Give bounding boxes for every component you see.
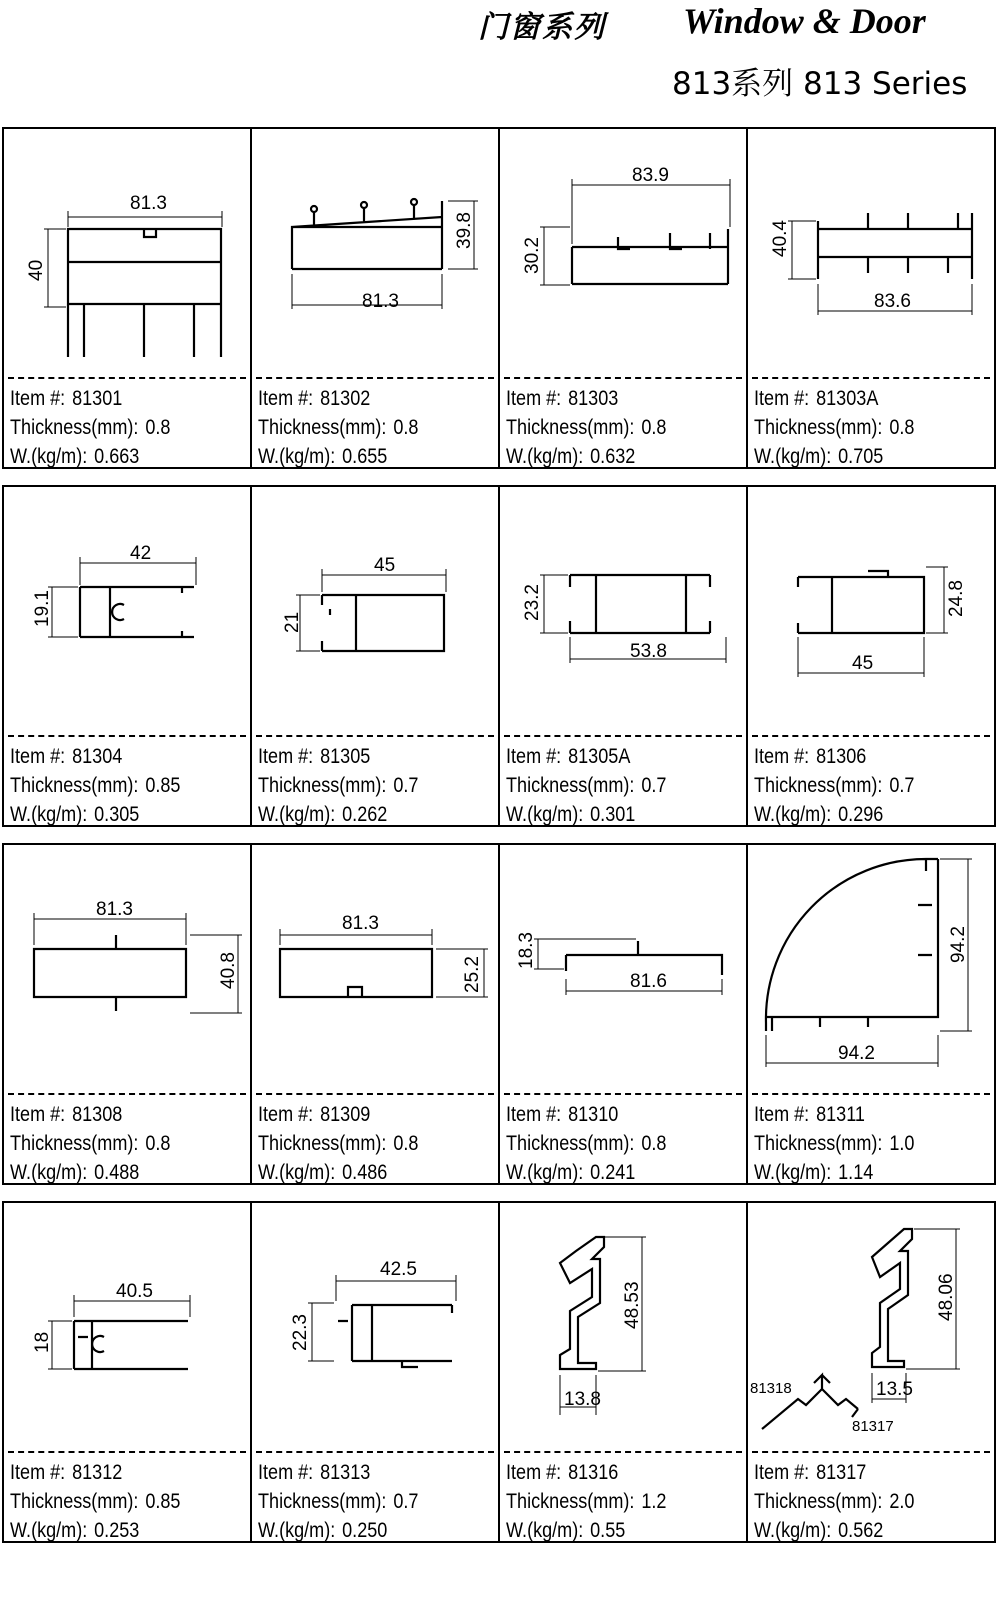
profile-drawing <box>748 129 994 377</box>
weight-value: 0.241 <box>590 1161 636 1184</box>
profile-info: Item #: 81312 Thickness(mm): 0.85 W.(kg/m): 0.253 <box>10 1461 181 1542</box>
svg-text:45: 45 <box>852 653 874 674</box>
catalog-row-2 <box>2 485 996 827</box>
svg-text:30.2: 30.2 <box>522 237 543 274</box>
svg-text:18.3: 18.3 <box>516 932 537 969</box>
weight-value: 0.663 <box>94 445 140 468</box>
item-number: 81310 <box>568 1103 619 1126</box>
profile-drawing <box>252 487 498 735</box>
svg-text:21: 21 <box>282 611 303 633</box>
profile-card-81305A <box>500 487 748 827</box>
thickness-value: 0.7 <box>393 774 419 797</box>
weight-value: 0.305 <box>94 803 140 826</box>
svg-text:81.3: 81.3 <box>362 291 399 312</box>
weight-value: 0.486 <box>342 1161 388 1184</box>
profile-info: Item #: 81302 Thickness(mm): 0.8 W.(kg/m): 0.655 <box>258 387 419 468</box>
svg-text:53.8: 53.8 <box>630 641 667 662</box>
item-number: 81306 <box>816 745 867 768</box>
svg-text:42.5: 42.5 <box>380 1259 417 1280</box>
svg-text:81317: 81317 <box>852 1418 894 1435</box>
profile-info: Item #: 81303 Thickness(mm): 0.8 W.(kg/m): 0.632 <box>506 387 667 468</box>
profile-info: Item #: 81309 Thickness(mm): 0.8 W.(kg/m): 0.486 <box>258 1103 419 1184</box>
profile-info: Item #: 81306 Thickness(mm): 0.7 W.(kg/m): 0.296 <box>754 745 915 826</box>
profile-info: Item #: 81305A Thickness(mm): 0.7 W.(kg/m): 0.301 <box>506 745 667 826</box>
svg-text:94.2: 94.2 <box>948 926 969 963</box>
svg-text:13.8: 13.8 <box>564 1389 601 1410</box>
svg-text:81.3: 81.3 <box>130 193 167 214</box>
item-number: 81305 <box>320 745 371 768</box>
weight-value: 0.301 <box>590 803 636 826</box>
profile-drawing <box>4 845 250 1093</box>
svg-text:81.3: 81.3 <box>96 899 133 920</box>
svg-text:83.9: 83.9 <box>632 165 669 186</box>
weight-value: 0.55 <box>590 1519 626 1542</box>
svg-text:19.1: 19.1 <box>32 590 53 627</box>
profile-info: Item #: 81305 Thickness(mm): 0.7 W.(kg/m): 0.262 <box>258 745 419 826</box>
svg-text:48.53: 48.53 <box>622 1281 643 1329</box>
item-number: 81302 <box>320 387 371 410</box>
thickness-value: 0.7 <box>889 774 915 797</box>
profile-card-81308 <box>4 845 252 1185</box>
svg-text:40.8: 40.8 <box>218 952 239 989</box>
profile-card-81305 <box>252 487 500 827</box>
weight-value: 0.296 <box>838 803 884 826</box>
weight-value: 0.250 <box>342 1519 388 1542</box>
item-number: 81305A <box>568 745 631 768</box>
item-number: 81312 <box>72 1461 123 1484</box>
profile-drawing <box>252 129 498 377</box>
item-number: 81308 <box>72 1103 123 1126</box>
thickness-value: 1.0 <box>889 1132 915 1155</box>
weight-value: 0.655 <box>342 445 388 468</box>
header-title-english: Window & Door <box>683 1 926 41</box>
weight-value: 1.14 <box>838 1161 874 1184</box>
svg-text:48.06: 48.06 <box>936 1273 957 1321</box>
thickness-value: 1.2 <box>641 1490 667 1513</box>
profile-card-81302 <box>252 129 500 469</box>
weight-value: 0.488 <box>94 1161 140 1184</box>
item-number: 81316 <box>568 1461 619 1484</box>
thickness-value: 0.85 <box>145 774 181 797</box>
item-number: 81317 <box>816 1461 867 1484</box>
svg-text:40: 40 <box>26 259 47 281</box>
svg-text:42: 42 <box>130 543 152 564</box>
svg-text:83.6: 83.6 <box>874 291 911 312</box>
profile-drawing <box>4 1203 250 1451</box>
profile-drawing <box>500 1203 746 1451</box>
profile-card-81304 <box>4 487 252 827</box>
svg-text:40.4: 40.4 <box>770 220 791 257</box>
profile-info: Item #: 81301 Thickness(mm): 0.8 W.(kg/m): 0.663 <box>10 387 171 468</box>
svg-text:39.8: 39.8 <box>454 212 475 249</box>
thickness-value: 0.8 <box>145 416 171 439</box>
profile-drawing <box>748 1203 994 1451</box>
profile-drawing <box>4 487 250 735</box>
catalog-row-1 <box>2 127 996 469</box>
profile-drawing <box>4 129 250 377</box>
svg-text:81318: 81318 <box>750 1380 792 1397</box>
profile-info: Item #: 81310 Thickness(mm): 0.8 W.(kg/m): 0.241 <box>506 1103 667 1184</box>
profile-info: Item #: 81316 Thickness(mm): 1.2 W.(kg/m): 0.55 <box>506 1461 667 1542</box>
svg-text:94.2: 94.2 <box>838 1043 875 1064</box>
profile-info: Item #: 81313 Thickness(mm): 0.7 W.(kg/m): 0.250 <box>258 1461 419 1542</box>
profile-card-81311 <box>748 845 996 1185</box>
profile-info: Item #: 81304 Thickness(mm): 0.85 W.(kg/m): 0.305 <box>10 745 181 826</box>
item-number: 81301 <box>72 387 123 410</box>
profile-info: Item #: 81303A Thickness(mm): 0.8 W.(kg/m): 0.705 <box>754 387 915 468</box>
item-number: 81303 <box>568 387 619 410</box>
svg-text:45: 45 <box>374 555 396 576</box>
profile-card-81310 <box>500 845 748 1185</box>
weight-value: 0.253 <box>94 1519 140 1542</box>
weight-value: 0.705 <box>838 445 884 468</box>
thickness-value: 0.7 <box>393 1490 419 1513</box>
weight-value: 0.262 <box>342 803 388 826</box>
profile-card-81303 <box>500 129 748 469</box>
profile-card-81303A <box>748 129 996 469</box>
profile-info: Item #: 81317 Thickness(mm): 2.0 W.(kg/m): 0.562 <box>754 1461 915 1542</box>
item-number: 81309 <box>320 1103 371 1126</box>
thickness-value: 0.8 <box>393 416 419 439</box>
profile-drawing <box>500 487 746 735</box>
catalog-row-4 <box>2 1201 996 1543</box>
svg-text:81.6: 81.6 <box>630 971 667 992</box>
series-title: 813系列 813 Series <box>672 66 968 102</box>
profile-drawing <box>252 1203 498 1451</box>
thickness-value: 0.8 <box>641 416 667 439</box>
svg-text:25.2: 25.2 <box>462 956 483 993</box>
svg-text:22.3: 22.3 <box>290 1314 311 1351</box>
item-number: 81311 <box>816 1103 865 1126</box>
profile-card-81313 <box>252 1203 500 1543</box>
item-number: 81303A <box>816 387 879 410</box>
profile-drawing <box>500 129 746 377</box>
profile-drawing <box>748 845 994 1093</box>
profile-card-81301 <box>4 129 252 469</box>
profile-card-81309 <box>252 845 500 1185</box>
catalog-row-3 <box>2 843 996 1185</box>
thickness-value: 0.8 <box>889 416 915 439</box>
svg-text:23.2: 23.2 <box>522 584 543 621</box>
thickness-value: 2.0 <box>889 1490 915 1513</box>
profile-info: Item #: 81311 Thickness(mm): 1.0 W.(kg/m): 1.14 <box>754 1103 915 1184</box>
weight-value: 0.632 <box>590 445 636 468</box>
svg-text:13.5: 13.5 <box>876 1379 913 1400</box>
header-title-chinese: 门窗系列 <box>478 10 606 45</box>
thickness-value: 0.7 <box>641 774 667 797</box>
profile-info: Item #: 81308 Thickness(mm): 0.8 W.(kg/m): 0.488 <box>10 1103 171 1184</box>
profile-drawing <box>500 845 746 1093</box>
profile-drawing <box>748 487 994 735</box>
profile-card-81312 <box>4 1203 252 1543</box>
svg-text:18: 18 <box>32 1331 53 1353</box>
profile-card-81317 <box>748 1203 996 1543</box>
thickness-value: 0.85 <box>145 1490 181 1513</box>
svg-text:81.3: 81.3 <box>342 913 379 934</box>
svg-text:24.8: 24.8 <box>946 580 967 617</box>
profile-card-81306 <box>748 487 996 827</box>
item-number: 81313 <box>320 1461 371 1484</box>
item-number: 81304 <box>72 745 123 768</box>
thickness-value: 0.8 <box>145 1132 171 1155</box>
thickness-value: 0.8 <box>393 1132 419 1155</box>
weight-value: 0.562 <box>838 1519 884 1542</box>
thickness-value: 0.8 <box>641 1132 667 1155</box>
svg-text:40.5: 40.5 <box>116 1281 153 1302</box>
profile-drawing <box>252 845 498 1093</box>
profile-card-81316 <box>500 1203 748 1543</box>
